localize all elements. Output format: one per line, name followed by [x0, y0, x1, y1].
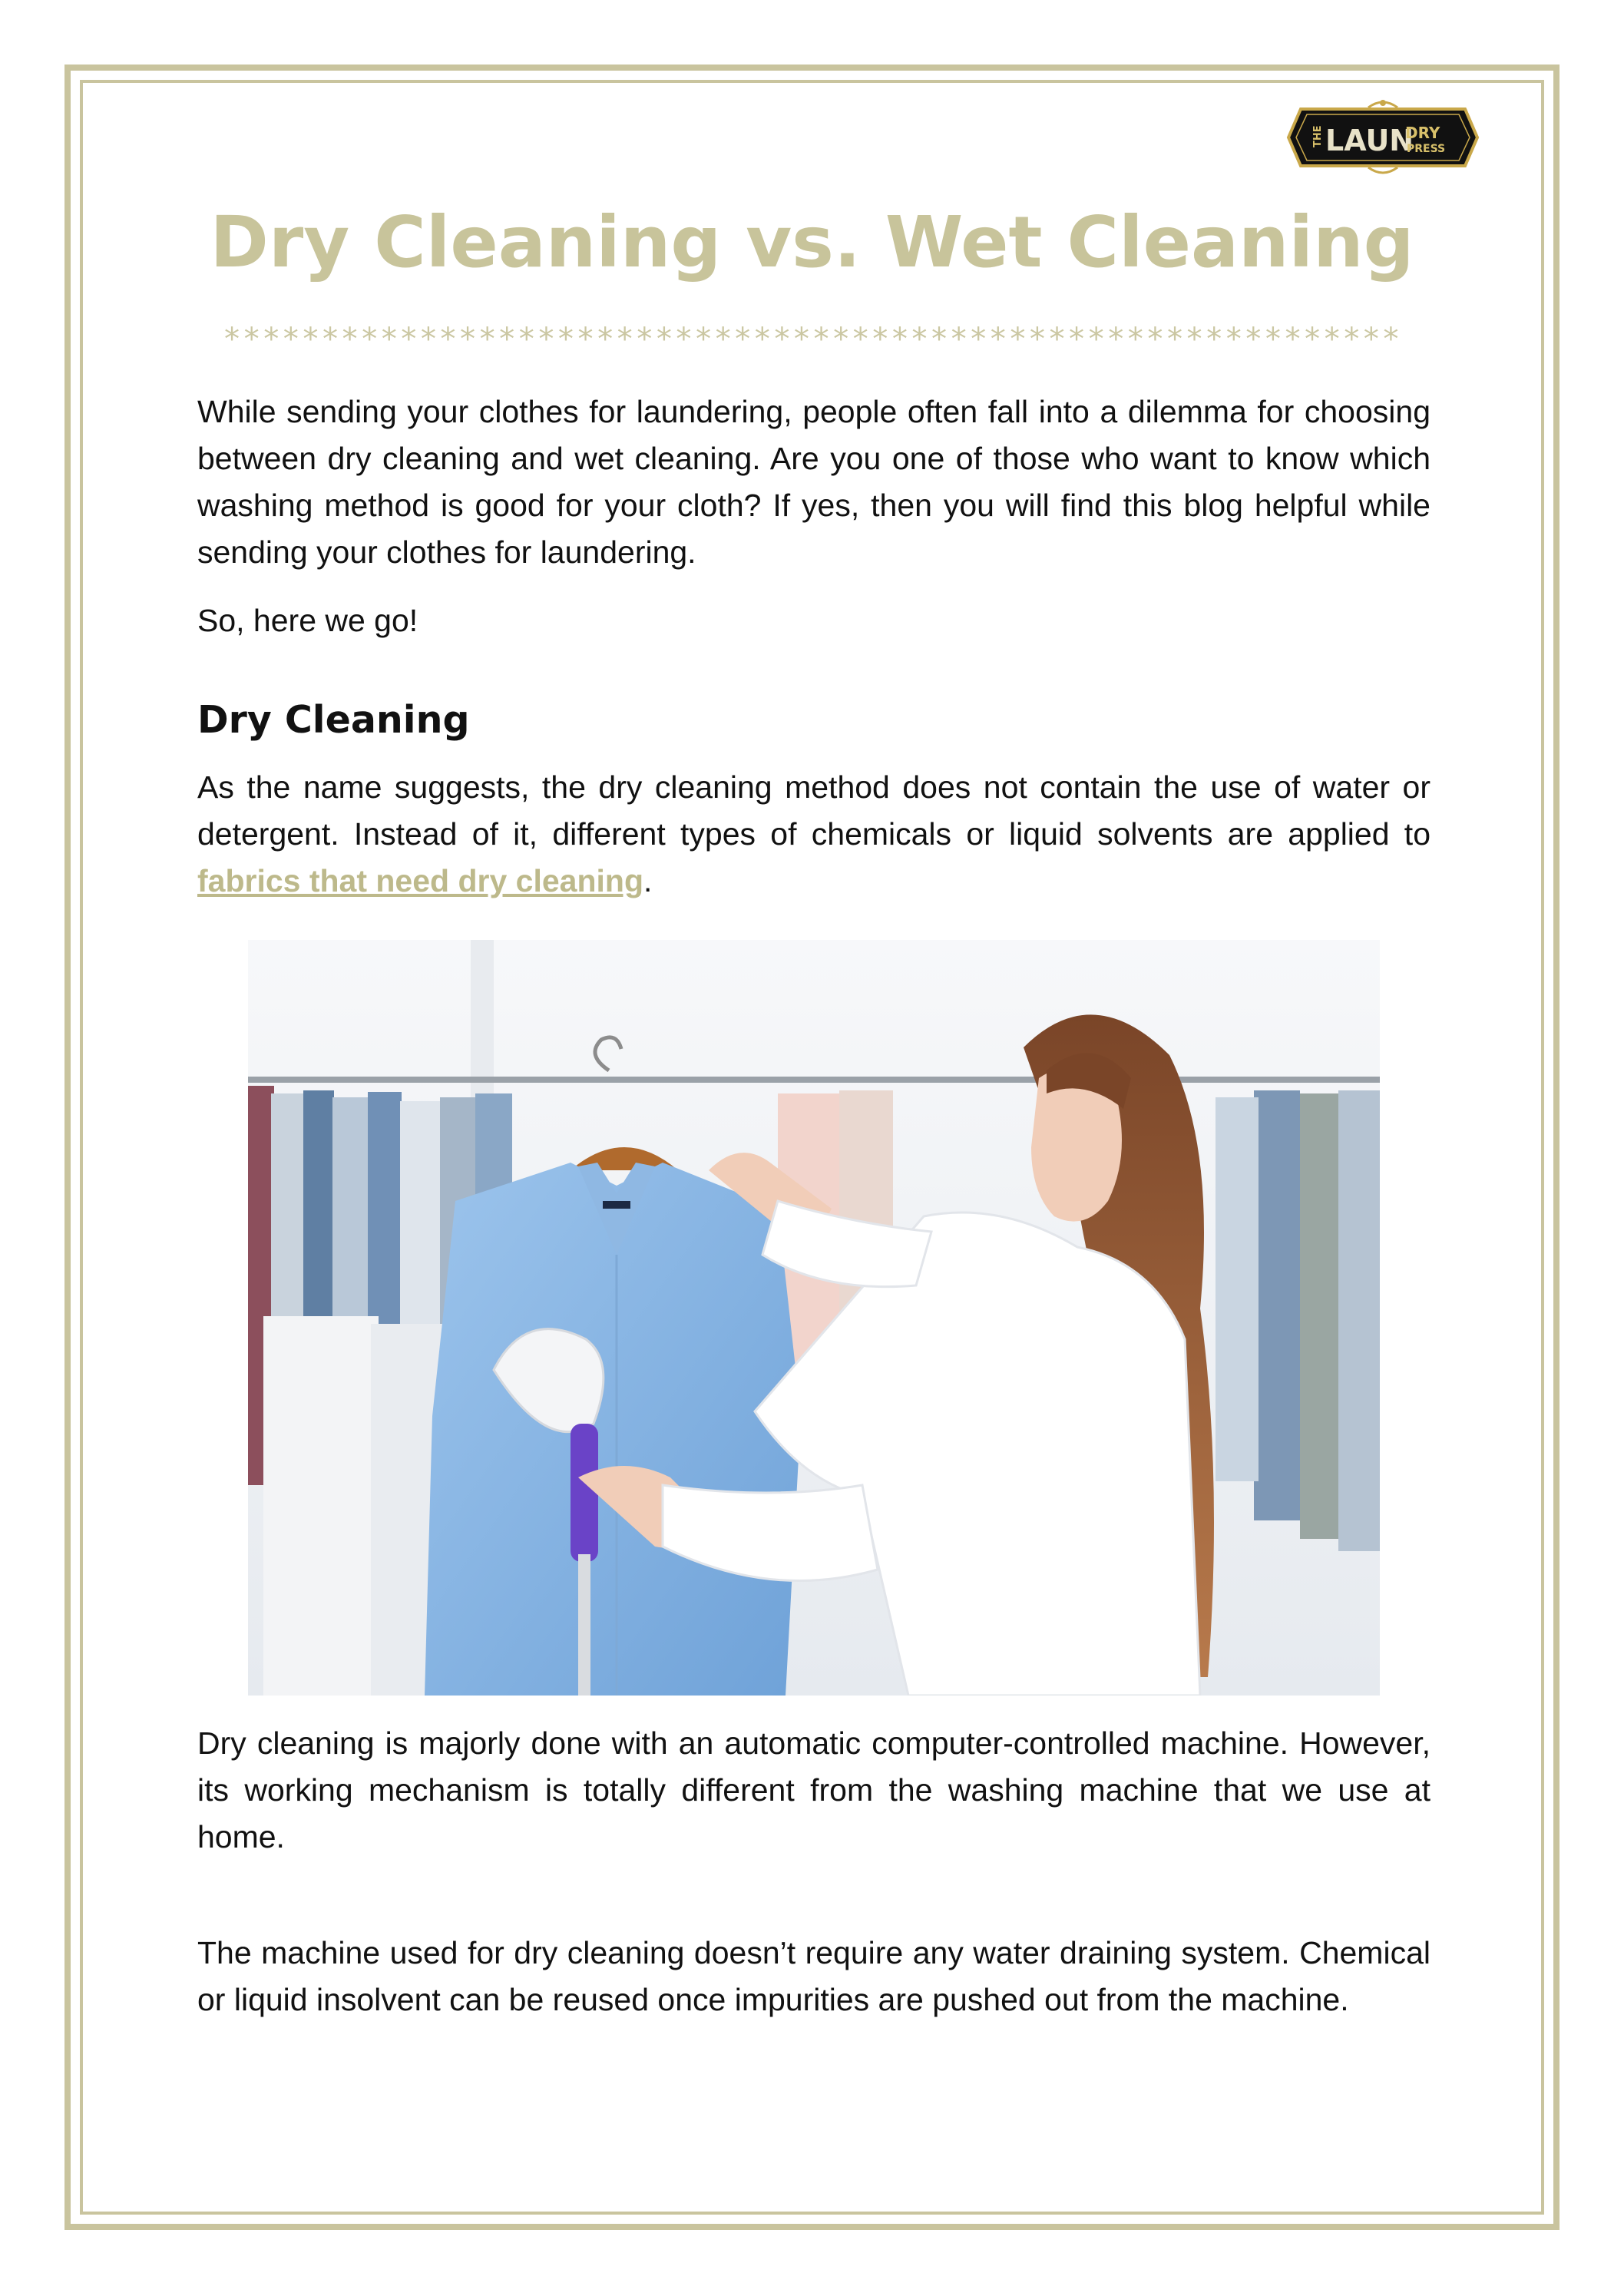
woman-steaming-shirt-photo	[248, 940, 1380, 1696]
article-body-continued	[197, 1720, 1431, 2023]
page-title: Dry Cleaning vs. Wet Cleaning	[210, 201, 1414, 283]
svg-text:LAUN: LAUN	[1325, 124, 1414, 157]
dry-cleaning-paragraph-text: As the name suggests, the dry cleaning method does not contain the use of water or detergent. Instead of it, different types of chemicals or liquid solvents are applied to	[197, 769, 1431, 852]
section-heading-dry-cleaning: Dry Cleaning	[197, 698, 470, 742]
fabrics-dry-cleaning-link[interactable]: fabrics that need dry cleaning	[197, 863, 643, 898]
dry-cleaning-paragraph	[197, 764, 1431, 905]
article-body	[197, 389, 1431, 905]
dry-cleaning-solvent-paragraph: The machine used for dry cleaning doesn’t require any water draining system. Chemical or liquid insolvent can be reused once impurities are pushed out from the machine.	[197, 1935, 1431, 2017]
dry-cleaning-paragraph-end: .	[643, 863, 653, 898]
dry-cleaning-machine-paragraph: Dry cleaning is majorly done with an automatic computer-controlled machine. However, its working mechanism is totally different from the washing machine that we use at home.	[197, 1725, 1431, 1854]
svg-text:THE: THE	[1312, 125, 1324, 147]
intro-paragraph: While sending your clothes for laundering, people often fall into a dilemma for choosing between dry cleaning and wet cleaning. Are you one of those who want to know which washing method is good for your cloth? If yes, then you will find this blog helpful while sending your clothes for laundering.	[197, 394, 1431, 570]
svg-text:DRY: DRY	[1405, 124, 1440, 142]
intro-lead-in: So, here we go!	[197, 603, 418, 638]
svg-text:PRESS: PRESS	[1407, 143, 1446, 155]
laundry-press-logo-icon	[1284, 95, 1482, 180]
star-divider: ************************************************************	[223, 322, 1401, 357]
